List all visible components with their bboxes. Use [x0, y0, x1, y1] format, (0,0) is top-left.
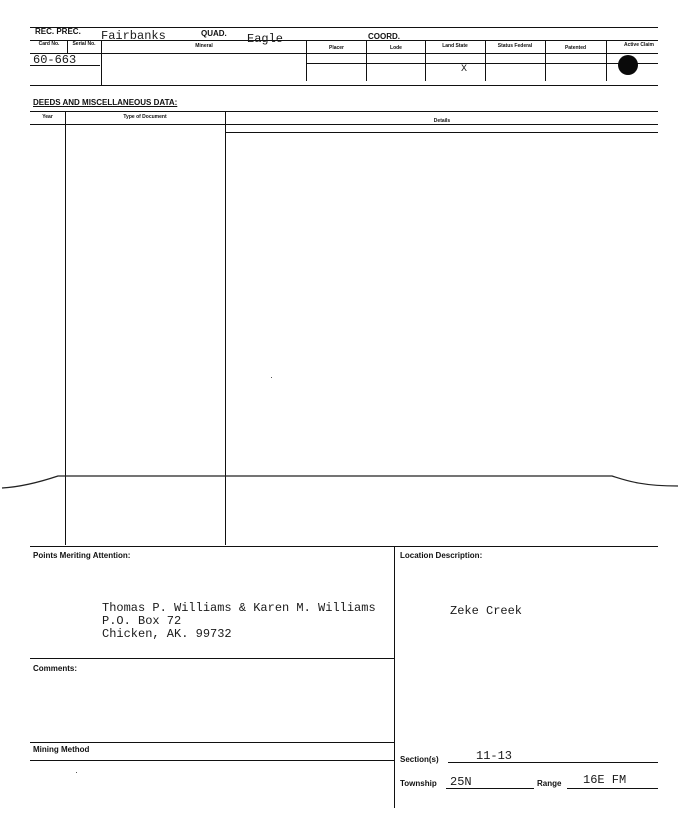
owner-address: P.O. Box 72: [102, 614, 182, 628]
col-active-claim: Active Claim: [623, 42, 654, 48]
rec-prec-value: Fairbanks: [101, 29, 166, 43]
scan-speck: [76, 772, 77, 773]
section-label: Section(s): [400, 755, 439, 764]
col-serial-no: Serial No.: [72, 41, 96, 47]
header-top-rule: [30, 27, 658, 28]
deeds-header-rule-details: [226, 132, 658, 133]
claim-table-bottom-rule: [30, 85, 658, 86]
deeds-header-rule: [30, 124, 658, 125]
location-description-label: Location Description:: [400, 551, 483, 560]
scan-speck: [271, 377, 272, 378]
col-patented: Patented: [564, 45, 587, 51]
bottom-section-rule: [30, 546, 658, 547]
col-lode: Lode: [390, 45, 402, 51]
col-mineral: Mineral: [195, 43, 213, 49]
claim-header-rule: [30, 40, 658, 41]
card-number-value: 60-663: [33, 53, 77, 67]
punch-hole-mark: [618, 55, 638, 75]
section-value: 11-13: [476, 749, 513, 763]
location-value: Zeke Creek: [450, 604, 523, 618]
land-state-mark: X: [461, 64, 468, 75]
deeds-top-rule: [30, 111, 658, 112]
range-value: 16E FM: [583, 773, 627, 787]
owner-city: Chicken, AK. 99732: [102, 627, 232, 641]
col-status-federal: Status Federal: [497, 43, 533, 49]
coord-label: COORD.: [368, 32, 400, 41]
mining-method-bottom-rule: [30, 760, 394, 761]
quad-value: Eagle: [247, 32, 284, 46]
quad-label: QUAD.: [201, 29, 227, 38]
township-value: 25N: [450, 775, 472, 789]
points-meriting-label: Points Meriting Attention:: [33, 551, 131, 560]
range-label: Range: [537, 779, 562, 788]
mining-method-label: Mining Method: [33, 745, 90, 754]
claim-subheader-rule: [30, 53, 658, 54]
deeds-heading: DEEDS AND MISCELLANEOUS DATA:: [33, 98, 178, 107]
township-label: Township: [400, 779, 437, 788]
section-underline: [448, 762, 658, 763]
township-underline: [446, 788, 534, 789]
col-divider-serial: [67, 40, 68, 54]
fold-line: [0, 468, 678, 498]
bottom-section-divider: [394, 546, 395, 808]
col-land-state: Land State: [442, 43, 468, 49]
col-divider-active: [606, 41, 607, 81]
comments-label: Comments:: [33, 664, 78, 673]
col-card-no: Card No.: [38, 41, 60, 47]
deeds-col-type: Type of Document: [123, 114, 167, 120]
deeds-col-year: Year: [42, 114, 53, 120]
owner-names: Thomas P. Williams & Karen M. Williams: [102, 601, 376, 615]
mining-method-rule: [30, 742, 394, 743]
deeds-col-details: Details: [433, 118, 451, 124]
comments-rule: [30, 658, 394, 659]
col-placer: Placer: [328, 45, 344, 51]
range-underline: [567, 788, 658, 789]
rec-prec-label: REC. PREC.: [35, 27, 81, 36]
